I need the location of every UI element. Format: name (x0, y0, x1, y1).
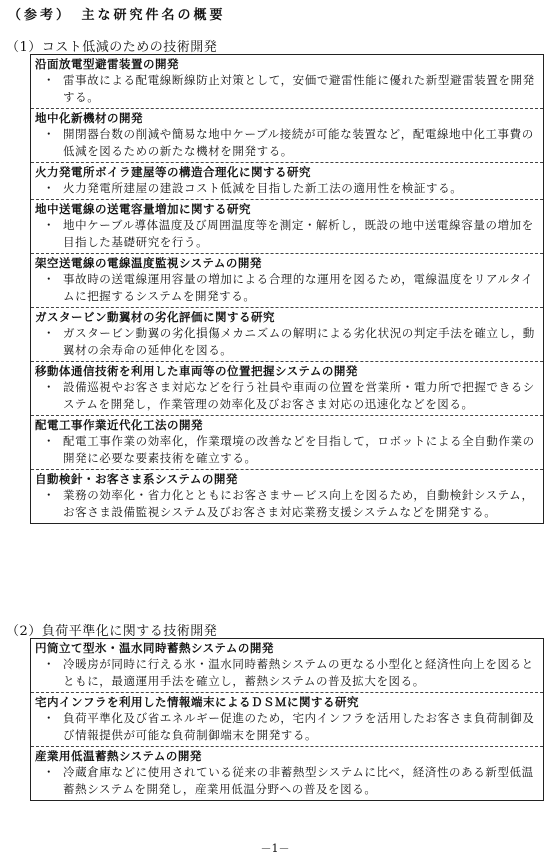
research-item-title: 産業用低温蓄熱システムの開発 (35, 749, 202, 763)
research-item (31, 199, 543, 253)
research-item (31, 307, 543, 361)
bullet: ・ (42, 127, 56, 141)
bullet: ・ (42, 657, 56, 671)
bullet: ・ (42, 711, 56, 725)
research-item-description: 事故時の送電線運用容量の増加による合理的な運用を図るため，電線温度をリアルタイムに把握するシステムを開発する。 (63, 272, 534, 303)
research-item-title: 火力発電所ボイラ建屋等の構造合理化に関する研究 (35, 165, 311, 179)
research-item-description: 設備巡視やお客さま対応などを行う社員や車両の位置を営業所・電力所で把握できるシステムを開発し，作業管理の効率化及びお客さま対応の迅速化などを図る。 (63, 380, 535, 411)
research-item (31, 415, 543, 469)
research-item-title: 円筒立て型氷・温水同時蓄熱システムの開発 (35, 641, 274, 655)
research-item-title: 移動体通信技術を利用した車両等の位置把握システムの開発 (35, 364, 358, 378)
bullet: ・ (42, 272, 56, 286)
research-item-title: 地中化新機材の開発 (35, 111, 143, 125)
research-item-description: 負荷平準化及び省エネルギー促進のため，宅内インフラを活用したお客さま負荷制御及び情報提供が可能な負荷制御端末を開発する。 (63, 711, 535, 742)
research-item (31, 108, 543, 162)
research-item (31, 639, 543, 692)
bullet: ・ (42, 765, 56, 779)
research-item (31, 55, 543, 108)
bullet: ・ (42, 434, 56, 448)
bullet: ・ (42, 326, 56, 340)
research-item-description: 火力発電所建屋の建設コスト低減を目指した新工法の適用性を検証する。 (63, 181, 463, 195)
research-item-description: 業務の効率化・省力化とともにお客さまサービス向上を図るため，自動検針システム，お客さま設備監視システム及びお客さま対応業務支援システムなどを開発する。 (63, 488, 534, 519)
section-heading-cost: （1）コスト低減のための技術開発 (6, 40, 218, 55)
research-item-title: 地中送電線の送電容量増加に関する研究 (35, 202, 251, 216)
research-item-description: 開閉器台数の削減や簡易な地中ケーブル接続が可能な装置など，配電線地中化工事費の低減を図るための新たな機材を開発する。 (63, 127, 534, 158)
research-item-description: 冷暖房が同時に行える氷・温水同時蓄熱システムの更なる小型化と経済性向上を図るとともに，最適運用手法を確立し，蓄熱システムの普及拡大を図る。 (63, 657, 534, 688)
research-item (31, 253, 543, 307)
research-item (31, 746, 543, 800)
document-title: （参考） 主な研究件名の概要 (8, 8, 226, 23)
research-item-title: 沿面放電型避雷装置の開発 (35, 57, 179, 71)
research-item-title: ガスタービン動翼材の劣化評価に関する研究 (35, 310, 275, 324)
research-item (31, 162, 543, 199)
research-item-description: 雷事故による配電線断線防止対策として，安価で避雷性能に優れた新型避雷装置を開発する。 (63, 73, 535, 104)
bullet: ・ (42, 488, 56, 502)
research-item-title: 宅内インフラを利用した情報端末によるＤＳＭに関する研究 (35, 695, 359, 709)
research-item-description: 配電工事作業の効率化，作業環境の改善などを目指して，ロボットによる全自動作業の開発に必要な要素技術を確立する。 (63, 434, 535, 465)
research-item-description: 冷蔵倉庫などに使用されている従来の非蓄熱型システムに比べ，経済性のある新型低温蓄熱システムを開発し，産業用低温分野への普及を図る。 (63, 765, 534, 796)
bullet: ・ (42, 218, 56, 232)
research-item-title: 配電工事作業近代化工法の開発 (35, 418, 203, 432)
research-item (31, 361, 543, 415)
section-heading-load-leveling: （2）負荷平準化に関する技術開発 (6, 624, 218, 639)
research-item-description: ガスタービン動翼の劣化損傷メカニズムの解明による劣化状況の判定手法を確立し，動翼材の余寿命の延伸化を図る。 (63, 326, 535, 357)
research-item-title: 自動検針・お客さま系システムの開発 (35, 472, 238, 486)
section-box-cost (30, 54, 544, 524)
section-box-load-leveling (30, 638, 544, 801)
research-item-title: 架空送電線の電線温度監視システムの開発 (35, 256, 262, 270)
research-item (31, 692, 543, 746)
bullet: ・ (42, 73, 56, 87)
research-item (31, 469, 543, 523)
bullet: ・ (42, 380, 56, 394)
research-item-description: 地中ケーブル導体温度及び周囲温度等を測定・解析し，既設の地中送電線容量の増加を目指した基礎研究を行う。 (63, 218, 534, 249)
bullet: ・ (42, 181, 56, 195)
page-number: －1－ (260, 842, 290, 855)
